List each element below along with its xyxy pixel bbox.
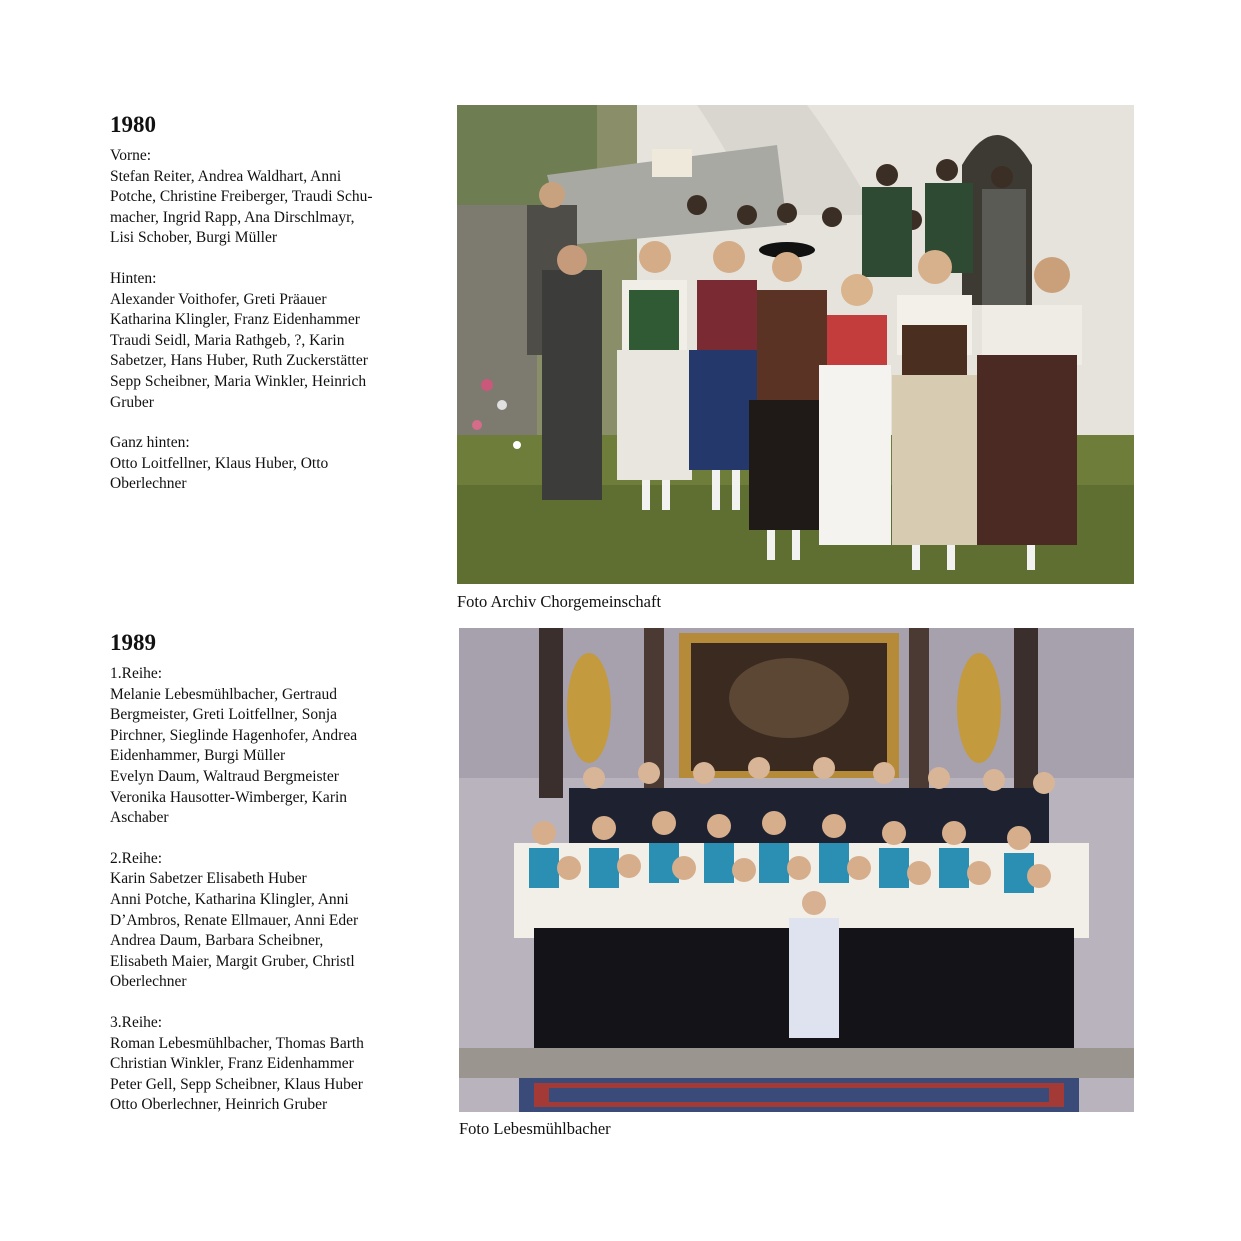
name-line: Lisi Schober, Burgi Müller: [110, 229, 277, 247]
group-heading: Hinten:: [110, 269, 157, 287]
group-ganz-hinten: [110, 433, 440, 495]
name-line: Katharina Klingler, Franz Eidenhammer: [110, 311, 360, 329]
year-heading: 1989: [110, 630, 156, 655]
group-photo-1989: [459, 628, 1134, 1112]
name-line: Aschaber: [110, 809, 169, 827]
year-heading: 1980: [110, 112, 156, 137]
name-line: Otto Oberlechner, Heinrich Gruber: [110, 1096, 328, 1114]
group-3-reihe: [110, 1013, 440, 1116]
group-heading: 2.Reihe:: [110, 849, 163, 867]
name-line: Alexander Voithofer, Greti Präauer: [110, 290, 327, 308]
name-line: Gruber: [110, 393, 154, 411]
name-line: Sabetzer, Hans Huber, Ruth Zuckerstätter: [110, 352, 368, 370]
name-line: Elisabeth Maier, Margit Gruber, Christl: [110, 952, 355, 970]
name-line: Karin Sabetzer Elisabeth Huber: [110, 870, 307, 888]
names-column-1980: [110, 110, 440, 515]
group-hinten: [110, 269, 440, 413]
name-line: Evelyn Daum, Waltraud Bergmeister: [110, 767, 339, 785]
group-heading: Ganz hinten:: [110, 434, 190, 452]
name-line: macher, Ingrid Rapp, Ana Dirschlmayr,: [110, 208, 355, 226]
photo-caption: Foto Lebesmühlbacher: [459, 1119, 611, 1138]
name-line: Oberlechner: [110, 475, 187, 493]
name-line: Peter Gell, Sepp Scheibner, Klaus Huber: [110, 1075, 363, 1093]
name-line: Christian Winkler, Franz Eidenhammer: [110, 1055, 354, 1073]
group-photo-1980: [457, 105, 1134, 584]
group-2-reihe: [110, 849, 440, 993]
name-line: D’Ambros, Renate Ellmauer, Anni Eder: [110, 911, 359, 929]
names-column-1989: [110, 628, 440, 1136]
name-line: Stefan Reiter, Andrea Waldhart, Anni: [110, 167, 342, 185]
name-line: Oberlechner: [110, 973, 187, 991]
photo-outdoor-choir: [457, 105, 1134, 584]
photo-church-choir: [459, 628, 1134, 1112]
name-line: Pirchner, Sieglinde Hagenhofer, Andrea: [110, 726, 358, 744]
name-line: Eidenhammer, Burgi Müller: [110, 747, 286, 765]
name-line: Traudi Seidl, Maria Rathgeb, ?, Karin: [110, 331, 345, 349]
name-line: Veronika Hausotter-Wimberger, Karin: [110, 788, 348, 806]
group-heading: 3.Reihe:: [110, 1013, 163, 1031]
group-heading: Vorne:: [110, 147, 152, 164]
name-line: Potche, Christine Freiberger, Traudi Schu-: [110, 188, 373, 206]
name-line: Andrea Daum, Barbara Scheibner,: [110, 932, 324, 950]
section-1989: [0, 620, 1241, 1240]
name-line: Bergmeister, Greti Loitfellner, Sonja: [110, 706, 338, 724]
name-line: Melanie Lebesmühlbacher, Gertraud: [110, 685, 338, 703]
photo-caption: Foto Archiv Chorgemeinschaft: [457, 592, 662, 611]
name-line: Anni Potche, Katharina Klingler, Anni: [110, 890, 349, 908]
group-1-reihe: [110, 664, 440, 829]
name-line: Otto Loitfellner, Klaus Huber, Otto: [110, 454, 329, 472]
name-line: Roman Lebesmühlbacher, Thomas Barth: [110, 1034, 364, 1052]
name-line: Sepp Scheibner, Maria Winkler, Heinrich: [110, 372, 367, 390]
group-heading: 1.Reihe:: [110, 665, 163, 682]
section-1980: [0, 0, 1241, 620]
group-vorne: [110, 146, 440, 249]
